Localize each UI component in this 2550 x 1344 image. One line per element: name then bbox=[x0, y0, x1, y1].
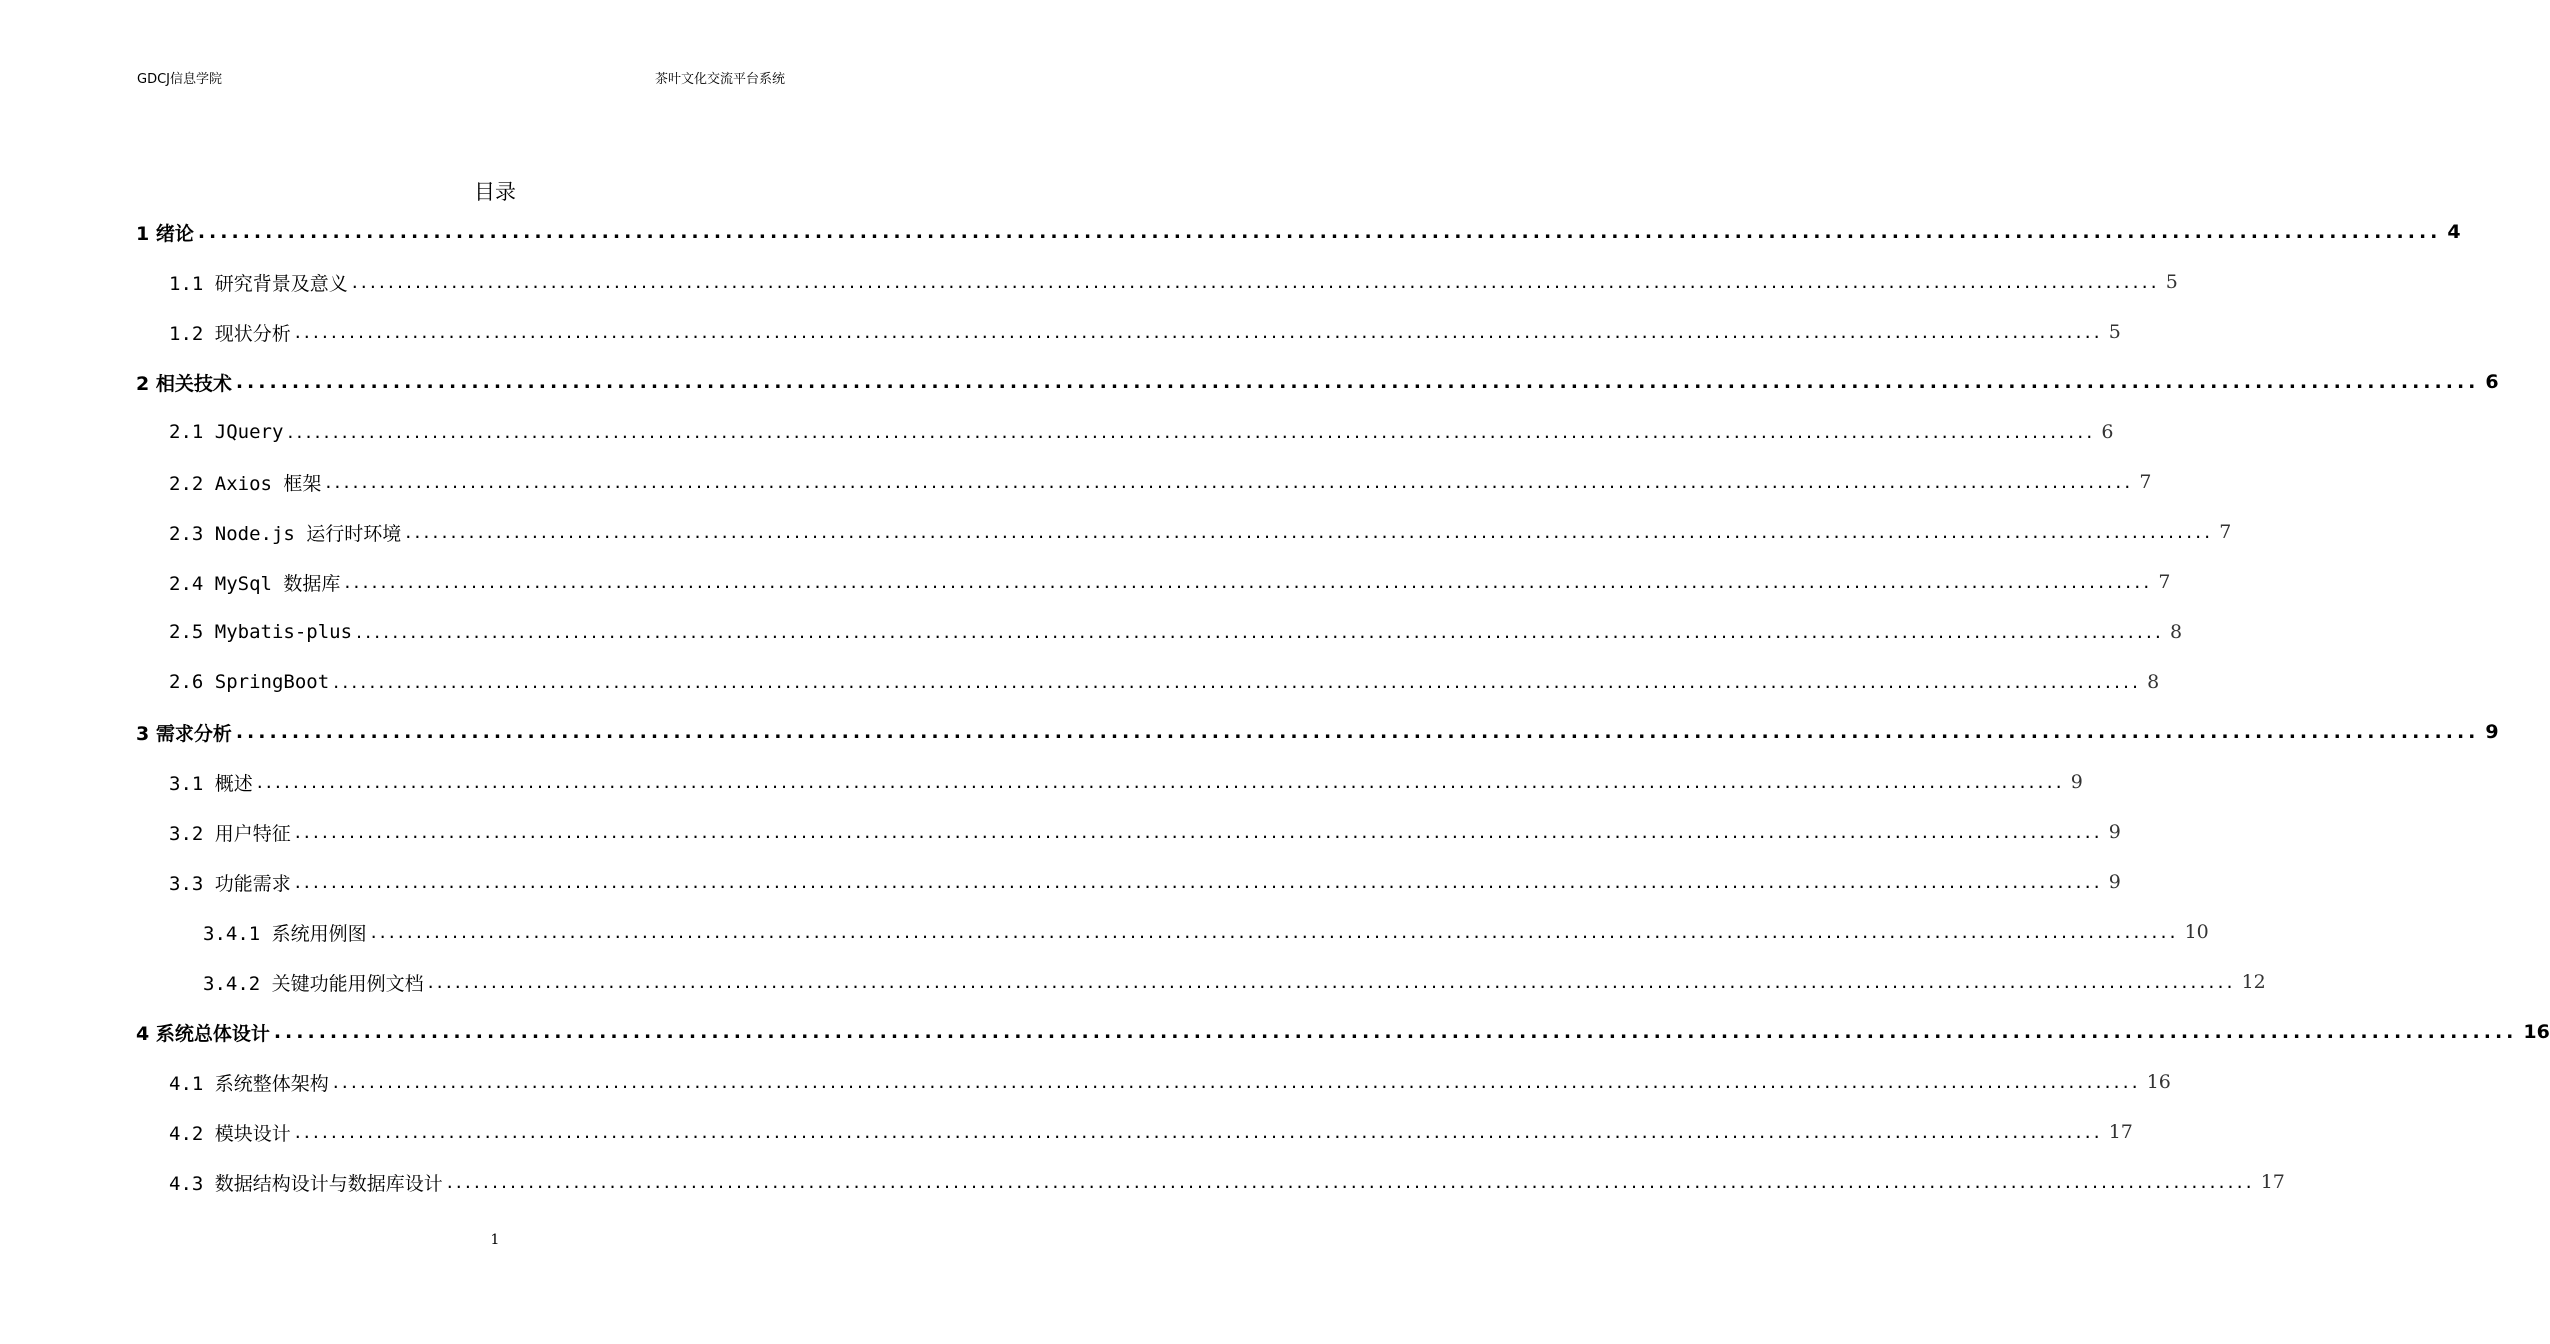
toc-entry-title: 2.2 Axios 框架 bbox=[169, 472, 322, 495]
toc-dot-leader: ........................................................................................................................................................................................................ bbox=[332, 1071, 2141, 1093]
toc-heading: 目录 bbox=[474, 180, 516, 204]
toc-entry[interactable] bbox=[0, 407, 2114, 457]
toc-entry-page: 16 bbox=[2146, 1071, 2171, 1093]
toc-dot-leader: ........................................................................................................................................................................................................ bbox=[294, 821, 2103, 843]
toc-entry-page: 9 bbox=[2070, 771, 2083, 793]
toc-entry-title: 4.2 模块设计 bbox=[169, 1122, 291, 1145]
toc-entry[interactable] bbox=[0, 1057, 2171, 1107]
toc-entry-title: 3.4.2 关键功能用例文档 bbox=[203, 972, 424, 995]
toc-entry[interactable] bbox=[0, 507, 2232, 557]
toc-entry[interactable] bbox=[0, 307, 2121, 357]
toc-entry-title: 2.5 Mybatis-plus bbox=[169, 621, 353, 643]
toc-entry[interactable] bbox=[0, 1007, 2550, 1057]
toc-dot-leader: ........................................................................................................................................................................................................ bbox=[427, 971, 2236, 993]
toc-entry[interactable] bbox=[0, 957, 2266, 1007]
toc-entry-page: 17 bbox=[2108, 1121, 2133, 1143]
toc-entry[interactable] bbox=[0, 907, 2209, 957]
toc-entry-page: 9 bbox=[2108, 871, 2121, 893]
toc-dot-leader: ........................................................................................................................................................................................................ bbox=[273, 1021, 2518, 1043]
toc-dot-leader: ........................................................................................................................................................................................................ bbox=[287, 421, 2096, 443]
toc-entry-title: 3 需求分析 bbox=[136, 722, 232, 745]
toc-dot-leader: ........................................................................................................................................................................................................ bbox=[235, 721, 2480, 743]
toc-dot-leader: ........................................................................................................................................................................................................ bbox=[197, 221, 2442, 243]
toc-entry-title: 2 相关技术 bbox=[136, 372, 232, 395]
toc-entry[interactable] bbox=[0, 757, 2083, 807]
toc-dot-leader: ........................................................................................................................................................................................................ bbox=[344, 571, 2153, 593]
toc-entry[interactable] bbox=[0, 1157, 2285, 1207]
toc-entry-title: 1.2 现状分析 bbox=[169, 322, 291, 345]
toc-dot-leader: ........................................................................................................................................................................................................ bbox=[235, 371, 2480, 393]
toc-entry-title: 3.1 概述 bbox=[169, 772, 253, 795]
toc-dot-leader: ........................................................................................................................................................................................................ bbox=[351, 271, 2160, 293]
toc-entry-title: 2.4 MySql 数据库 bbox=[169, 572, 341, 595]
table-of-contents bbox=[0, 207, 2550, 1207]
toc-entry[interactable] bbox=[0, 707, 2499, 757]
toc-entry[interactable] bbox=[0, 607, 2183, 657]
toc-entry[interactable] bbox=[0, 657, 2160, 707]
toc-entry[interactable] bbox=[0, 207, 2461, 257]
toc-entry-title: 2.3 Node.js 运行时环境 bbox=[169, 522, 402, 545]
toc-entry-title: 3.4.1 系统用例图 bbox=[203, 922, 367, 945]
toc-dot-leader: ........................................................................................................................................................................................................ bbox=[333, 671, 2142, 693]
toc-entry-title: 2.1 JQuery bbox=[169, 421, 284, 443]
toc-entry-page: 10 bbox=[2184, 921, 2209, 943]
toc-dot-leader: ........................................................................................................................................................................................................ bbox=[356, 621, 2164, 643]
toc-entry-page: 7 bbox=[2219, 521, 2232, 543]
toc-entry[interactable] bbox=[0, 557, 2171, 607]
toc-entry[interactable] bbox=[0, 457, 2152, 507]
toc-dot-leader: ........................................................................................................................................................................................................ bbox=[325, 471, 2134, 493]
toc-entry[interactable] bbox=[0, 357, 2499, 407]
toc-entry[interactable] bbox=[0, 807, 2121, 857]
toc-dot-leader: ........................................................................................................................................................................................................ bbox=[256, 771, 2065, 793]
toc-dot-leader: ........................................................................................................................................................................................................ bbox=[294, 1121, 2103, 1143]
toc-entry[interactable] bbox=[0, 1107, 2133, 1157]
toc-entry-title: 1.1 研究背景及意义 bbox=[169, 272, 348, 295]
toc-entry-page: 5 bbox=[2108, 321, 2121, 343]
toc-dot-leader: ........................................................................................................................................................................................................ bbox=[294, 871, 2103, 893]
header-document-title: 茶叶文化交流平台系统 bbox=[655, 72, 786, 87]
toc-entry-title: 4.1 系统整体架构 bbox=[169, 1072, 329, 1095]
toc-entry-page: 16 bbox=[2523, 1021, 2550, 1043]
toc-entry-title: 2.6 SpringBoot bbox=[169, 671, 330, 693]
toc-entry-page: 7 bbox=[2158, 571, 2171, 593]
toc-entry-page: 9 bbox=[2108, 821, 2121, 843]
toc-entry-title: 4 系统总体设计 bbox=[136, 1022, 270, 1045]
toc-dot-leader: ........................................................................................................................................................................................................ bbox=[294, 321, 2103, 343]
toc-entry-page: 6 bbox=[2485, 371, 2499, 393]
toc-entry-page: 12 bbox=[2241, 971, 2266, 993]
toc-entry-title: 4.3 数据结构设计与数据库设计 bbox=[169, 1172, 443, 1195]
toc-entry-title: 1 绪论 bbox=[136, 222, 194, 245]
toc-entry-page: 9 bbox=[2485, 721, 2499, 743]
header-institution: GDCJ信息学院 bbox=[137, 72, 222, 87]
page-number: 1 bbox=[490, 1232, 500, 1248]
toc-entry-page: 17 bbox=[2260, 1171, 2285, 1193]
toc-entry-page: 8 bbox=[2169, 621, 2183, 643]
toc-entry-page: 6 bbox=[2101, 421, 2114, 443]
toc-entry-page: 7 bbox=[2139, 471, 2152, 493]
toc-entry-title: 3.2 用户特征 bbox=[169, 822, 291, 845]
toc-entry-page: 4 bbox=[2447, 221, 2461, 243]
toc-entry-title: 3.3 功能需求 bbox=[169, 872, 291, 895]
toc-dot-leader: ........................................................................................................................................................................................................ bbox=[446, 1171, 2255, 1193]
toc-entry-page: 5 bbox=[2165, 271, 2178, 293]
toc-entry[interactable] bbox=[0, 257, 2178, 307]
toc-entry-page: 8 bbox=[2147, 671, 2160, 693]
toc-entry[interactable] bbox=[0, 857, 2121, 907]
toc-dot-leader: ........................................................................................................................................................................................................ bbox=[405, 521, 2214, 543]
toc-dot-leader: ........................................................................................................................................................................................................ bbox=[370, 921, 2179, 943]
